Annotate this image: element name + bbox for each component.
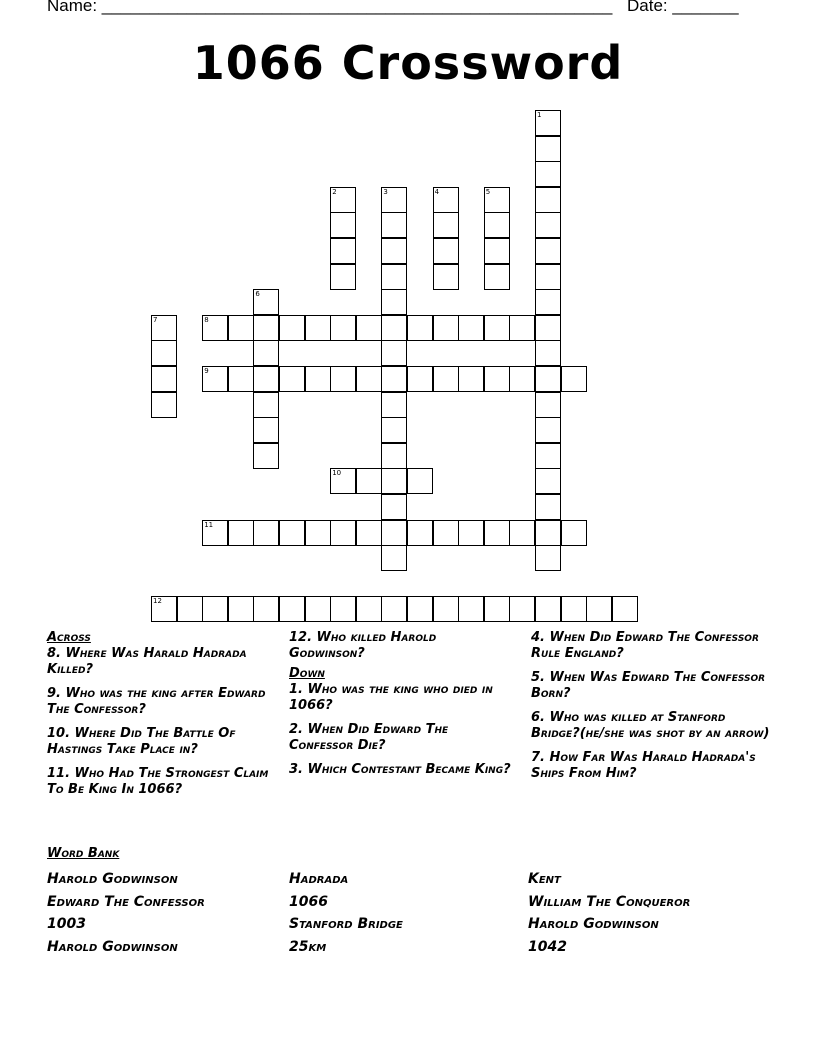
crossword-cell[interactable] [253,315,279,341]
crossword-cell[interactable] [535,187,561,213]
crossword-cell[interactable] [535,596,561,622]
crossword-cell[interactable] [253,520,279,546]
word-bank-word: William The Conqueror [528,893,691,910]
crossword-cell[interactable] [535,264,561,290]
crossword-cell[interactable] [433,315,459,341]
crossword-cell[interactable] [535,468,561,494]
word-bank-word: Hadrada [289,871,349,887]
crossword-cell[interactable] [535,392,561,418]
crossword-cell[interactable] [612,596,638,622]
down-clue-7: 7. How Far Was Harald Hadrada's Ships From Him? [531,750,756,781]
crossword-cell[interactable] [509,596,535,622]
crossword-cell[interactable] [253,289,279,315]
crossword-cell[interactable] [381,238,407,264]
crossword-cell[interactable] [535,545,561,571]
down-clue-3: 3. Which Contestant Became King? [289,762,511,777]
crossword-cell[interactable] [151,392,177,418]
crossword-cell[interactable] [253,340,279,366]
word-bank-word: 1066 [289,893,328,910]
name-field-label: Name: ______________________________________________________ [47,0,613,15]
crossword-cell[interactable] [151,366,177,392]
crossword-cell[interactable] [535,494,561,520]
crossword-cell[interactable] [305,366,331,392]
crossword-cell[interactable] [356,520,382,546]
crossword-cell[interactable] [535,366,561,392]
crossword-cell[interactable] [279,520,305,546]
crossword-cell[interactable] [407,468,433,494]
across-clue-8: 8. Where Was Harald Hadrada Killed? [47,646,247,677]
crossword-cell[interactable] [535,136,561,162]
crossword-cell[interactable] [381,366,407,392]
crossword-cell[interactable] [228,366,254,392]
crossword-cell[interactable] [381,340,407,366]
crossword-cell[interactable] [433,212,459,238]
clue-number: 12 [153,597,162,606]
across-clue-11: 11. Who Had The Strongest Claim To Be King In 1066? [47,766,269,797]
crossword-cell[interactable] [202,366,228,392]
crossword-cell[interactable] [535,212,561,238]
crossword-cell[interactable] [228,596,254,622]
date-field-label: Date: _______ [627,0,739,15]
crossword-cell[interactable] [330,212,356,238]
down-clue-6: 6. Who was killed at Stanford Bridge?(he/she was shot by an arrow) [531,710,770,741]
crossword-cell[interactable] [151,340,177,366]
crossword-cell[interactable] [509,315,535,341]
crossword-cell[interactable] [433,238,459,264]
word-bank-heading: Word Bank [47,846,120,861]
across-clue-9: 9. Who was the king after Edward The Confessor? [47,686,266,717]
clue-column-3 [531,630,771,790]
crossword-cell[interactable] [202,596,228,622]
word-bank-word: Harold Godwinson [528,916,659,933]
crossword-cell[interactable] [381,392,407,418]
down-clue-1: 1. Who was the king who died in 1066? [289,682,493,713]
clue-number: 8 [204,315,209,324]
clue-number: 6 [255,290,260,299]
clue-number: 1 [537,111,542,119]
crossword-cell[interactable] [433,596,459,622]
crossword-cell[interactable] [535,238,561,264]
crossword-cell[interactable] [561,520,587,546]
across-clue-10: 10. Where Did The Battle Of Hastings Take Place in? [47,726,236,757]
clue-number: 4 [434,187,440,196]
crossword-cell[interactable] [484,212,510,238]
crossword-cell[interactable] [484,366,510,392]
word-bank-word: Edward The Confessor [47,893,205,910]
crossword-cell[interactable] [535,443,561,469]
crossword-cell[interactable] [305,315,331,341]
down-heading: Down [289,666,325,681]
crossword-cell[interactable] [407,366,433,392]
down-clue-4: 4. When Did Edward The Confessor Rule England? [531,630,759,661]
crossword-cell[interactable] [305,596,331,622]
crossword-cell[interactable] [458,596,484,622]
crossword-cell[interactable] [407,596,433,622]
crossword-cell[interactable] [279,596,305,622]
word-bank-column-3 [528,868,690,958]
word-bank-word: Harold Godwinson [47,938,178,955]
crossword-cell[interactable] [535,520,561,546]
clue-number: 10 [332,469,342,478]
crossword-cell[interactable] [484,315,510,341]
crossword-cell[interactable] [151,315,177,341]
clue-number: 3 [383,187,388,196]
crossword-cell[interactable] [509,520,535,546]
crossword-cell[interactable] [305,520,331,546]
crossword-cell[interactable] [381,187,407,213]
crossword-cell[interactable] [484,520,510,546]
word-bank-word: 1003 [47,916,86,933]
crossword-cell[interactable] [356,596,382,622]
crossword-cell[interactable] [253,417,279,443]
crossword-cell[interactable] [253,443,279,469]
crossword-cell[interactable] [381,264,407,290]
crossword-cell[interactable] [228,315,254,341]
crossword-cell[interactable] [535,289,561,315]
crossword-cell[interactable] [381,289,407,315]
clue-number: 9 [204,367,209,375]
clue-number: 11 [204,520,214,529]
crossword-cell[interactable] [330,315,356,341]
crossword-cell[interactable] [458,366,484,392]
down-clue-5: 5. When Was Edward The Confessor Born? [531,670,766,701]
crossword-cell[interactable] [330,468,356,494]
crossword-cell[interactable] [381,494,407,520]
crossword-cell[interactable] [433,264,459,290]
crossword-cell[interactable] [586,596,612,622]
crossword-cell[interactable] [330,520,356,546]
crossword-cell[interactable] [202,315,228,341]
across-clue-12: 12. Who killed Harold Godwinson? [289,630,437,661]
crossword-cell[interactable] [433,366,459,392]
crossword-cell[interactable] [381,468,407,494]
crossword-cell[interactable] [381,443,407,469]
crossword-cell[interactable] [228,520,254,546]
word-bank-word: 1042 [528,938,567,955]
crossword-cell[interactable] [330,238,356,264]
crossword-cell[interactable] [484,596,510,622]
crossword-cell[interactable] [202,520,228,546]
crossword-cell[interactable] [561,366,587,392]
crossword-cell[interactable] [279,315,305,341]
crossword-cell[interactable] [330,596,356,622]
crossword-cell[interactable] [356,468,382,494]
crossword-cell[interactable] [535,417,561,443]
clue-column-1 [47,630,272,806]
crossword-cell[interactable] [381,315,407,341]
clue-number: 2 [332,187,337,196]
crossword-cell[interactable] [381,417,407,443]
clue-number: 5 [485,187,491,196]
crossword-cell[interactable] [177,596,203,622]
crossword-cell[interactable] [535,340,561,366]
crossword-cell[interactable] [253,596,279,622]
crossword-cell[interactable] [151,596,177,622]
crossword-cell[interactable] [535,110,561,136]
crossword-cell[interactable] [433,187,459,213]
crossword-cell[interactable] [356,315,382,341]
word-bank-word: Kent [528,871,561,887]
crossword-cell[interactable] [381,545,407,571]
word-bank-word: 25km [289,938,327,955]
crossword-cell[interactable] [279,366,305,392]
crossword-cell[interactable] [356,366,382,392]
crossword-cell[interactable] [330,264,356,290]
crossword-cell[interactable] [535,161,561,187]
clue-column-2 [289,630,514,786]
crossword-cell[interactable] [484,264,510,290]
word-bank-column-1 [47,868,205,958]
crossword-cell[interactable] [253,392,279,418]
word-bank-column-2 [289,868,403,958]
crossword-cell[interactable] [253,366,279,392]
crossword-cell[interactable] [458,520,484,546]
crossword-cell[interactable] [381,596,407,622]
down-clue-2: 2. When Did Edward The Confessor Die? [289,722,449,753]
page-title: 1066 Crossword [192,36,624,90]
word-bank-word: Harold Godwinson [47,871,178,887]
crossword-cell[interactable] [458,315,484,341]
crossword-cell[interactable] [407,520,433,546]
crossword-cell[interactable] [381,212,407,238]
crossword-cell[interactable] [484,238,510,264]
clue-number: 7 [153,315,158,324]
crossword-cell[interactable] [330,187,356,213]
crossword-cell[interactable] [561,596,587,622]
across-heading: Across [47,630,91,645]
crossword-cell[interactable] [330,366,356,392]
crossword-cell[interactable] [433,520,459,546]
crossword-cell[interactable] [381,520,407,546]
crossword-cell[interactable] [509,366,535,392]
crossword-cell[interactable] [407,315,433,341]
crossword-cell[interactable] [484,187,510,213]
word-bank-word: Stanford Bridge [289,916,403,933]
crossword-cell[interactable] [535,315,561,341]
